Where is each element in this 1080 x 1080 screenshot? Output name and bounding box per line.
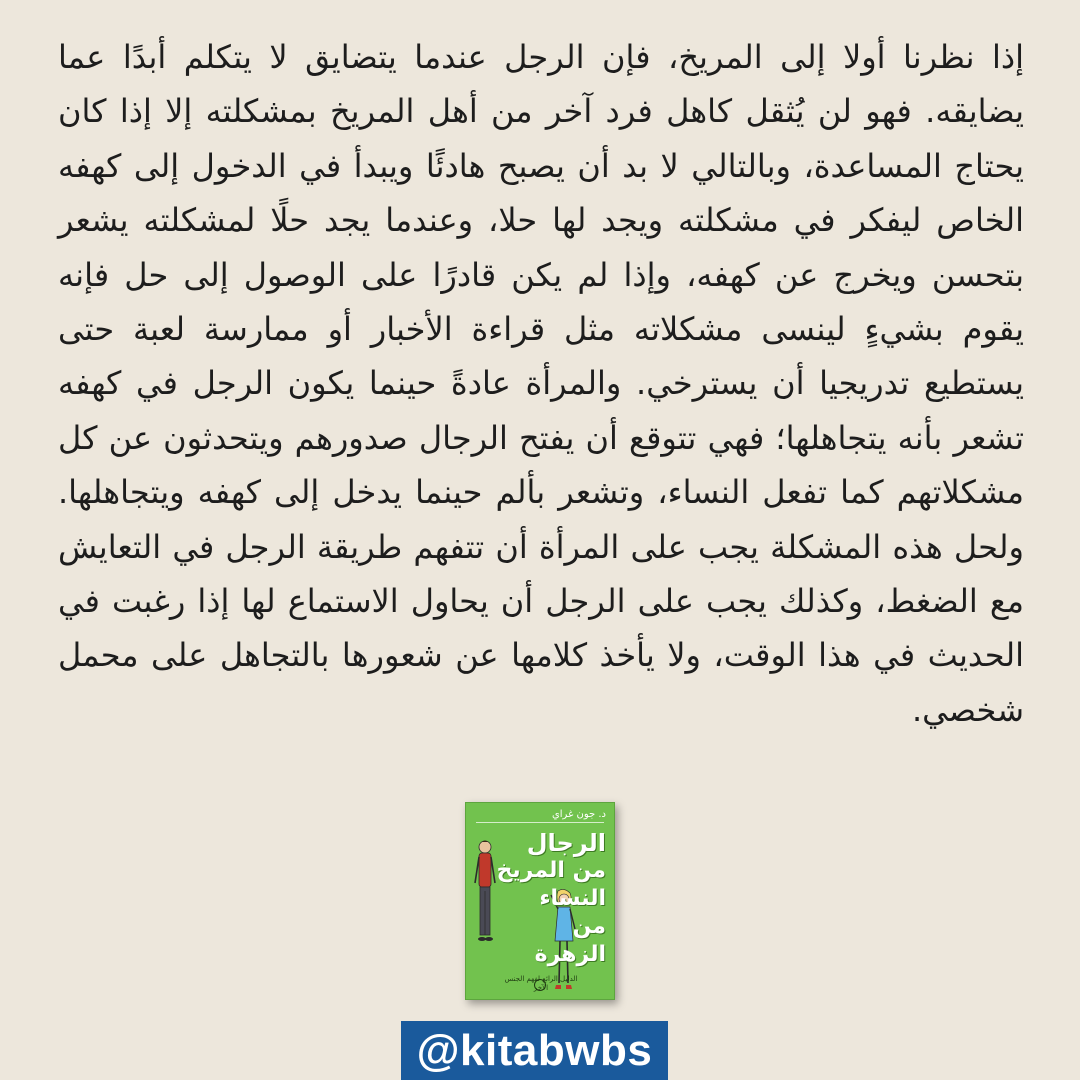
book-cover-image <box>465 802 615 1000</box>
article-paragraph: إذا نظرنا أولا إلى المريخ، فإن الرجل عندما يتضايق لا يتكلم أبدًا عما يضايقه. فهو لن يُثقل كاهل فرد آخر من أهل المريخ بمشكلته إلا إذا كان يحتاج المساعدة، وبالتالي لا بد أن يصبح هادئًا ويبدأ في الدخول إلى كهفه الخاص ليفكر في مشكلته ويجد لها حلا، وعندما يجد حلًا لمشكلته يشعر بتحسن ويخرج عن كهفه، وإذا لم يكن قادرًا على الوصول إلى حل فإنه يقوم بشيءٍ لينسى مشكلاته مثل قراءة الأخبار أو ممارسة لعبة حتى يستطيع تدريجيا أن يسترخي. والمرأة عادةً حينما يكون الرجل في كهفه تشعر بأنه يتجاهلها؛ فهي تتوقع أن يفتح الرجال صدورهم ويتحدثون عن كل مشكلاتهم كما تفعل النساء، وتشعر بألم حينما يدخل إلى كهفه ويتجاهلها. ولحل هذه المشكلة يجب على المرأة أن تتفهم طريقة الرجل في التعايش مع الضغط، وكذلك يجب على الرجل أن يحاول الاستماع لها إذا رغبت في الحديث في هذا الوقت، ولا يأخذ كلامها عن شعورها بالتجاهل على محمل شخصي. <box>58 38 1024 729</box>
book-title-line3: النساء <box>539 886 606 911</box>
book-title <box>494 829 606 969</box>
book-subtitle: الدليل الرائع لفهم الجنس الآخر <box>504 975 578 992</box>
book-title-line2: من المريخ <box>496 858 606 883</box>
man-illustration <box>474 839 496 949</box>
book-divider <box>476 822 604 825</box>
book-author: د. جون غراي <box>551 809 606 820</box>
book-title-line1: الرجال <box>526 829 606 857</box>
book-title-line4: من الزهرة <box>534 914 606 967</box>
account-handle-badge: @kitabwbs <box>401 1021 668 1080</box>
publisher-logo-icon <box>534 979 546 991</box>
